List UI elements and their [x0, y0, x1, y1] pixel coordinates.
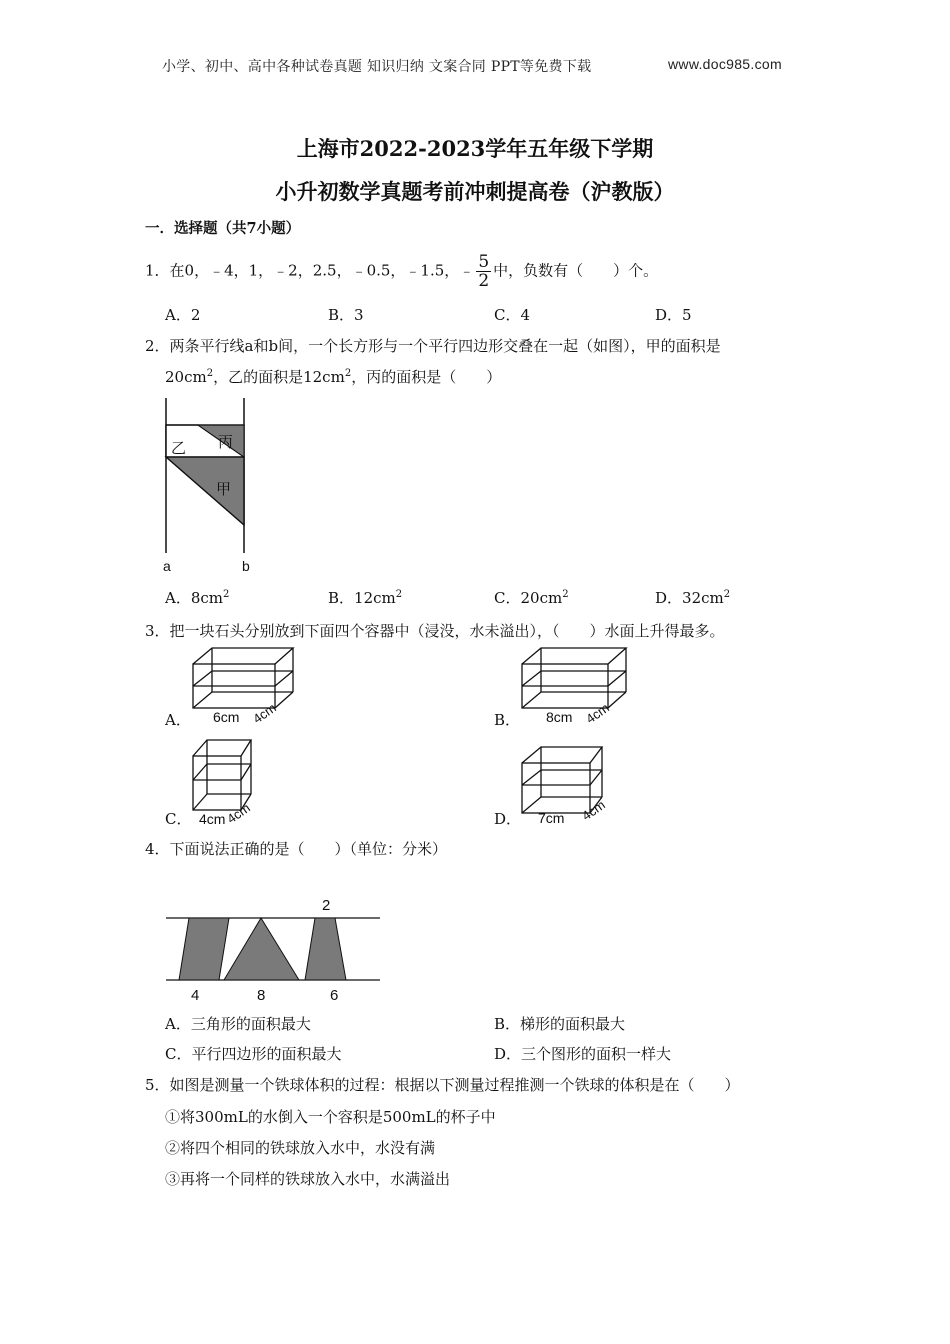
q2-option-a-sup: 2	[223, 589, 230, 600]
q3-b-width: 4cm	[583, 700, 612, 726]
q3-option-c-letter[interactable]: C．	[165, 810, 192, 828]
q1-option-b[interactable]: B．3	[328, 306, 364, 324]
q2-option-b-letter: B．	[328, 589, 355, 607]
q3-box-c	[185, 736, 270, 826]
page-title-line2: 小升初数学真题考前冲刺提高卷（沪教版）	[275, 179, 675, 204]
q2-figure	[150, 395, 270, 580]
header-text: 小学、初中、高中各种试卷真题 知识归纳 文案合同 PPT等免费下载	[162, 59, 592, 75]
q4-label-b2: 8	[257, 987, 266, 1004]
q2-option-b-value: 12cm	[354, 589, 396, 607]
q2-option-a[interactable]	[165, 587, 229, 608]
q2-option-d[interactable]	[655, 587, 730, 608]
q3-c-length: 4cm	[199, 811, 226, 826]
q4-parallelogram	[179, 918, 229, 980]
q3-box-b	[514, 644, 629, 726]
question-4: 4．下面说法正确的是（ ）（单位：分米）	[145, 840, 448, 858]
q4-trapezoid	[305, 918, 346, 980]
q1-fraction	[476, 253, 491, 290]
page-title-line1: 上海市2022-2023学年五年级下学期	[296, 136, 654, 161]
q1-text-after: 中，负数有（ ）个。	[493, 261, 659, 280]
section-heading: 一．选择题（共7小题）	[145, 220, 301, 237]
q2-text-c: ，丙的面积是（ ）	[351, 368, 502, 386]
q2-option-a-value: 8cm	[190, 589, 224, 607]
label-b: b	[242, 558, 250, 574]
q3-c-width: 4cm	[224, 800, 253, 826]
page-header	[162, 56, 782, 76]
q3-option-a-letter[interactable]: A．	[165, 711, 191, 729]
q1-fraction-denominator: 2	[478, 271, 490, 291]
q2-sup-2: 2	[344, 368, 352, 379]
q4-label-b3: 6	[330, 987, 339, 1004]
q3-d-width: 4cm	[579, 797, 608, 824]
q3-box-a	[185, 644, 295, 726]
q3-option-d-letter[interactable]: D．	[494, 810, 522, 828]
q2-option-c[interactable]	[494, 587, 569, 608]
q1-sign: ﹣	[459, 261, 475, 280]
q1-option-d[interactable]: D．5	[655, 306, 692, 324]
q3-d-length: 7cm	[538, 810, 565, 826]
q4-label-top: 2	[322, 897, 331, 914]
q3-a-length: 6cm	[213, 709, 240, 725]
q1-fraction-numerator: 5	[478, 252, 490, 272]
q5-step-2: ②将四个相同的铁球放入水中，水没有满	[165, 1139, 436, 1157]
header-url[interactable]: www.doc985.com	[668, 56, 782, 72]
label-bing: 丙	[218, 434, 234, 451]
q2-option-a-letter: A．	[165, 589, 191, 607]
q2-option-d-letter: D．	[655, 589, 683, 607]
q2-option-d-sup: 2	[723, 589, 731, 600]
q3-b-length: 8cm	[546, 709, 573, 725]
question-3: 3．把一块石头分别放到下面四个容器中（浸没，水未溢出），（ ）水面上升得最多。	[145, 622, 725, 640]
label-jia: 甲	[216, 481, 232, 498]
q2-option-d-value: 32cm	[682, 589, 724, 607]
label-a: a	[163, 558, 171, 574]
q5-step-1: ①将300mL的水倒入一个容积是500mL的杯子中	[165, 1108, 496, 1126]
q2-option-b-sup: 2	[395, 589, 403, 600]
question-2-line1: 2．两条平行线a和b间，一个长方形与一个平行四边形交叠在一起（如图），甲的面积是	[145, 337, 721, 355]
q2-text-a: 20cm	[165, 368, 207, 386]
q1-option-c[interactable]: C．4	[494, 306, 531, 324]
q2-text-b: ，乙的面积是12cm	[213, 368, 345, 386]
q5-step-3: ③再将一个同样的铁球放入水中，水满溢出	[165, 1170, 451, 1188]
q1-option-a[interactable]: A．2	[165, 306, 201, 324]
question-5: 5．如图是测量一个铁球体积的过程：根据以下测量过程推测一个铁球的体积是在（ ）	[145, 1076, 740, 1094]
q4-triangle	[224, 918, 299, 980]
q3-option-b-letter[interactable]: B．	[494, 711, 521, 729]
q2-option-b[interactable]	[328, 587, 402, 608]
q2-option-c-sup: 2	[562, 589, 569, 600]
label-yi: 乙	[171, 440, 187, 457]
question-1	[145, 253, 658, 290]
q2-option-c-letter: C．	[494, 589, 521, 607]
q4-figure	[160, 890, 385, 1008]
question-2-line2	[165, 366, 501, 387]
q2-sup-1: 2	[206, 368, 214, 379]
q4-label-b1: 4	[191, 987, 200, 1004]
q4-option-b[interactable]: B．梯形的面积最大	[494, 1015, 626, 1033]
q3-a-width: 4cm	[250, 700, 279, 726]
q4-option-a[interactable]: A．三角形的面积最大	[165, 1015, 311, 1033]
q3-box-d	[514, 741, 629, 826]
q1-text-before: 1．在0，﹣4，1，﹣2，2.5，﹣0.5，﹣1.5，	[145, 261, 460, 280]
q4-option-d[interactable]: D．三个图形的面积一样大	[494, 1045, 672, 1063]
q4-option-c[interactable]: C．平行四边形的面积最大	[165, 1045, 342, 1063]
q2-option-c-value: 20cm	[520, 589, 563, 607]
